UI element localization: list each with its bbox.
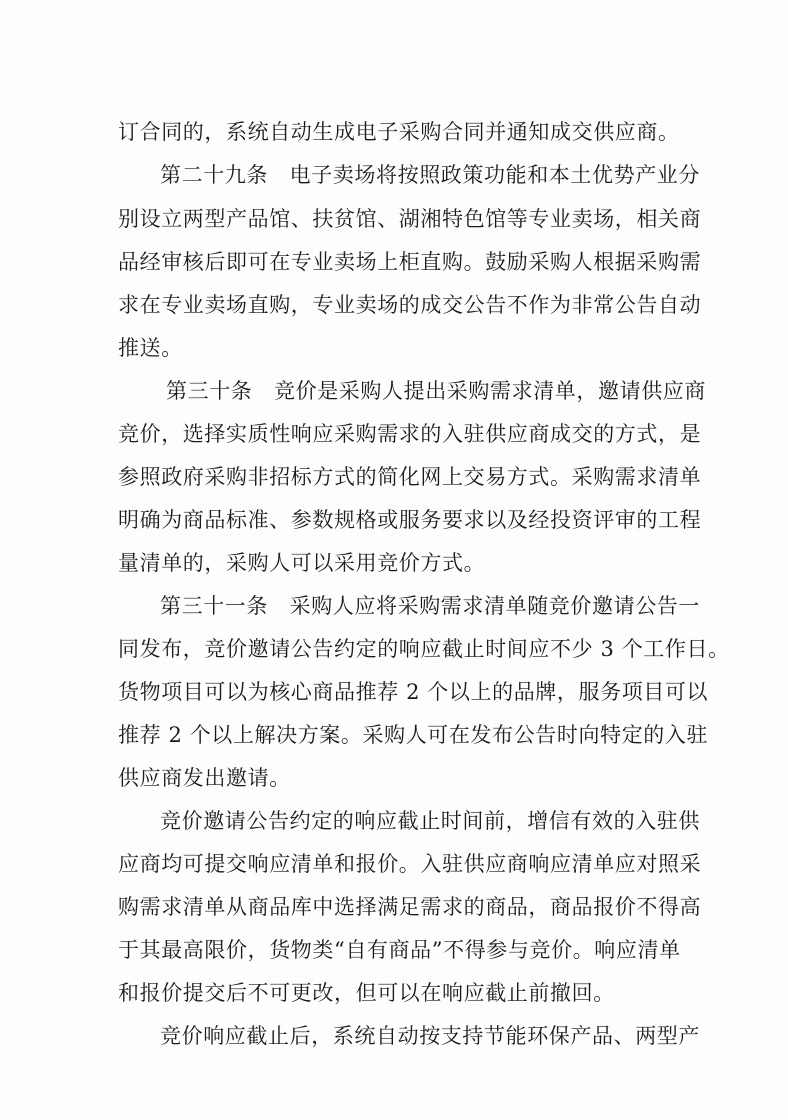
text-line: 于其最高限价，货物类“自有商品”不得参与竞价。响应清单 xyxy=(118,938,681,962)
text-line: 第三十一条 采购人应将采购需求清单随竞价邀请公告一 xyxy=(160,594,700,618)
text-line: 应商均可提交响应清单和报价。入驻供应商响应清单应对照采 xyxy=(118,852,702,876)
text-line: 竞价响应截止后，系统自动按支持节能环保产品、两型产 xyxy=(160,1024,700,1048)
text-line: 和报价提交后不可更改，但可以在响应截止前撤回。 xyxy=(118,981,615,1005)
text-line: 品经审核后即可在专业卖场上柜直购。鼓励采购人根据采购需 xyxy=(118,250,702,274)
text-line: 购需求清单从商品库中选择满足需求的商品，商品报价不得高 xyxy=(118,895,702,919)
text-line: 竞价邀请公告约定的响应截止时间前，增信有效的入驻供 xyxy=(160,809,700,833)
text-line: 参照政府采购非招标方式的简化网上交易方式。采购需求清单 xyxy=(118,465,702,489)
text-line: 第二十九条 电子卖场将按照政策功能和本土优势产业分 xyxy=(160,163,700,187)
text-line: 供应商发出邀请。 xyxy=(118,766,291,790)
text-line: 货物项目可以为核心商品推荐 2 个以上的品牌，服务项目可以 xyxy=(118,680,709,704)
text-line: 别设立两型产品馆、扶贫馆、湖湘特色馆等专业卖场，相关商 xyxy=(118,207,702,231)
text-line: 竞价，选择实质性响应采购需求的入驻供应商成交的方式，是 xyxy=(118,422,702,446)
text-line: 量清单的，采购人可以采用竞价方式。 xyxy=(118,551,486,575)
text-line: 订合同的，系统自动生成电子采购合同并通知成交供应商。 xyxy=(118,120,680,144)
text-line: 明确为商品标准、参数规格或服务要求以及经投资评审的工程 xyxy=(118,508,702,532)
text-line: 第三十条 竞价是采购人提出采购需求清单，邀请供应商 xyxy=(166,379,706,403)
text-line: 推送。 xyxy=(118,336,183,360)
text-line: 推荐 2 个以上解决方案。采购人可在发布公告时向特定的入驻 xyxy=(118,723,709,747)
text-line: 同发布，竞价邀请公告约定的响应截止时间应不少 3 个工作日。 xyxy=(118,637,730,661)
text-line: 求在专业卖场直购，专业卖场的成交公告不作为非常公告自动 xyxy=(118,293,702,317)
